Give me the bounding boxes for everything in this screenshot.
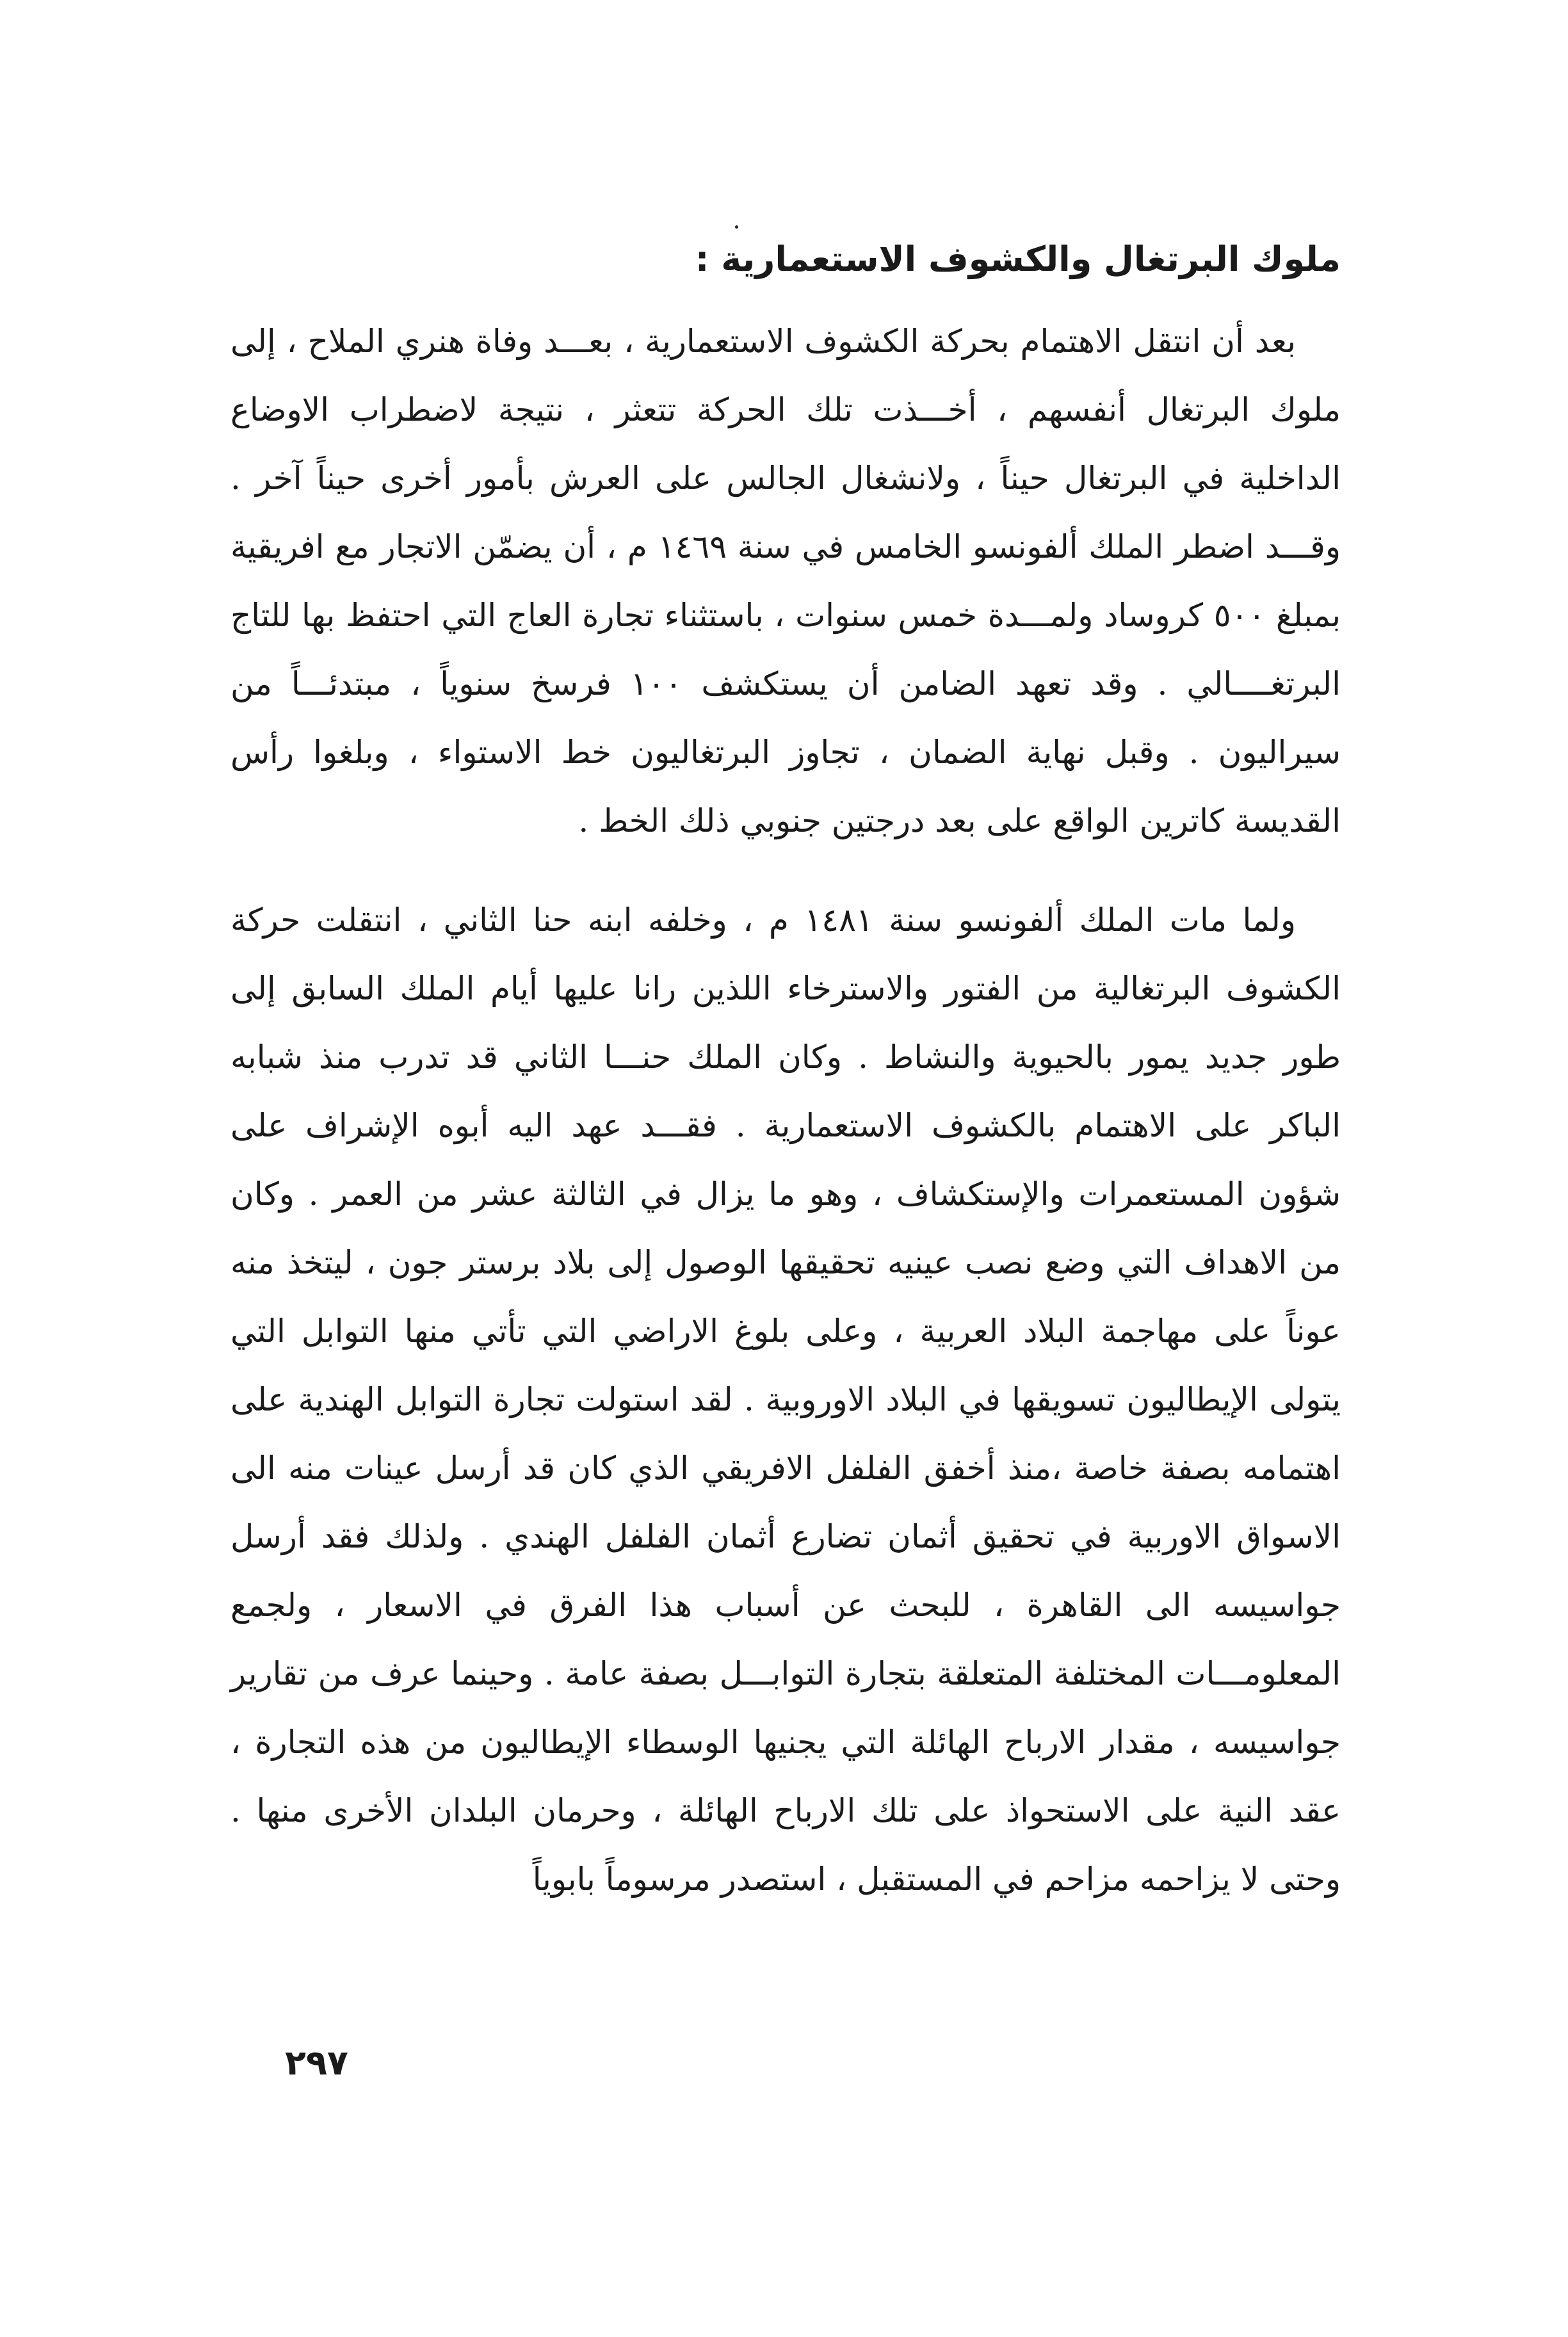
section-heading: ملوك البرتغال والكشوف الاستعمارية : xyxy=(695,239,1341,279)
paragraph-2: ولما مات الملك ألفونسو سنة ١٤٨١ م ، وخلفه ابنه حنا الثاني ، انتقلت حركة الكشوف البرتغالية من الفتور والاسترخاء اللذين رانا عليها أيام الملك السابق إلى طور جديد يمور بالحيوية والنشاط . وكان الملك حنـــا الثاني قد تدرب منذ شبابه الباكر على الاهتمام بالكشوف الاستعمارية . فقـــد عهد اليه أبوه الإشراف على شؤون المستعمرات والإستكشاف ، وهو ما يزال في الثالثة عشر من العمر . وكان من الاهداف التي وضع نصب عينيه تحقيقها الوصول إلى بلاد برستر جون ، ليتخذ منه عوناً على مهاجمة البلاد العربية ، وعلى بلوغ الاراضي التي تأتي منها التوابل التي يتولى الإيطاليون تسويقها في البلاد الاوروبية . لقد استولت تجارة التوابل الهندية على اهتمامه بصفة خاصة ،منذ أخفق الفلفل الافريقي الذي كان قد أرسل عينات منه الى الاسواق الاوربية في تحقيق أثمان تضارع أثمان الفلفل الهندي . ولذلك فقد أرسل جواسيسه الى القاهرة ، للبحث عن أسباب هذا الفرق في الاسعار ، ولجمع المعلومـــات المختلفة المتعلقة بتجارة التوابـــل بصفة عامة . وحينما عرف من تقارير جواسيسه ، مقدار الارباح الهائلة التي يجنيها الوسطاء الإيطاليون من هذه التجارة ، عقد النية على الاستحواذ على تلك الارباح الهائلة ، وحرمان البلدان الأخرى منها . وحتى لا يزاحمه مزاحم في المستقبل ، استصدر مرسوماً بابوياً xyxy=(230,902,1341,1898)
print-speck xyxy=(735,225,738,229)
page-number: ٢٩٧ xyxy=(285,2042,348,2083)
text-block xyxy=(230,230,1341,1914)
paragraph-1: بعد أن انتقل الاهتمام بحركة الكشوف الاستعمارية ، بعـــد وفاة هنري الملاح ، إلى ملوك البرتغال أنفسهم ، أخـــذت تلك الحركة تتعثر ، نتيجة لاضطراب الاوضاع الداخلية في البرتغال حيناً ، ولانشغال الجالس على العرش بأمور أخرى حيناً آخر . وقـــد اضطر الملك ألفونسو الخامس في سنة ١٤٦٩ م ، أن يضمّن الاتجار مع افريقية بمبلغ ٥٠٠ كروساد ولمـــدة خمس سنوات ، باستثناء تجارة العاج التي احتفظ بها للتاج البرتغــــالي . وقد تعهد الضامن أن يستكشف ١٠٠ فرسخ سنوياً ، مبتدئـــاً من سيراليون . وقبل نهاية الضمان ، تجاوز البرتغاليون خط الاستواء ، وبلغوا رأس القديسة كاترين الواقع على بعد درجتين جنوبي ذلك الخط . xyxy=(230,323,1341,839)
